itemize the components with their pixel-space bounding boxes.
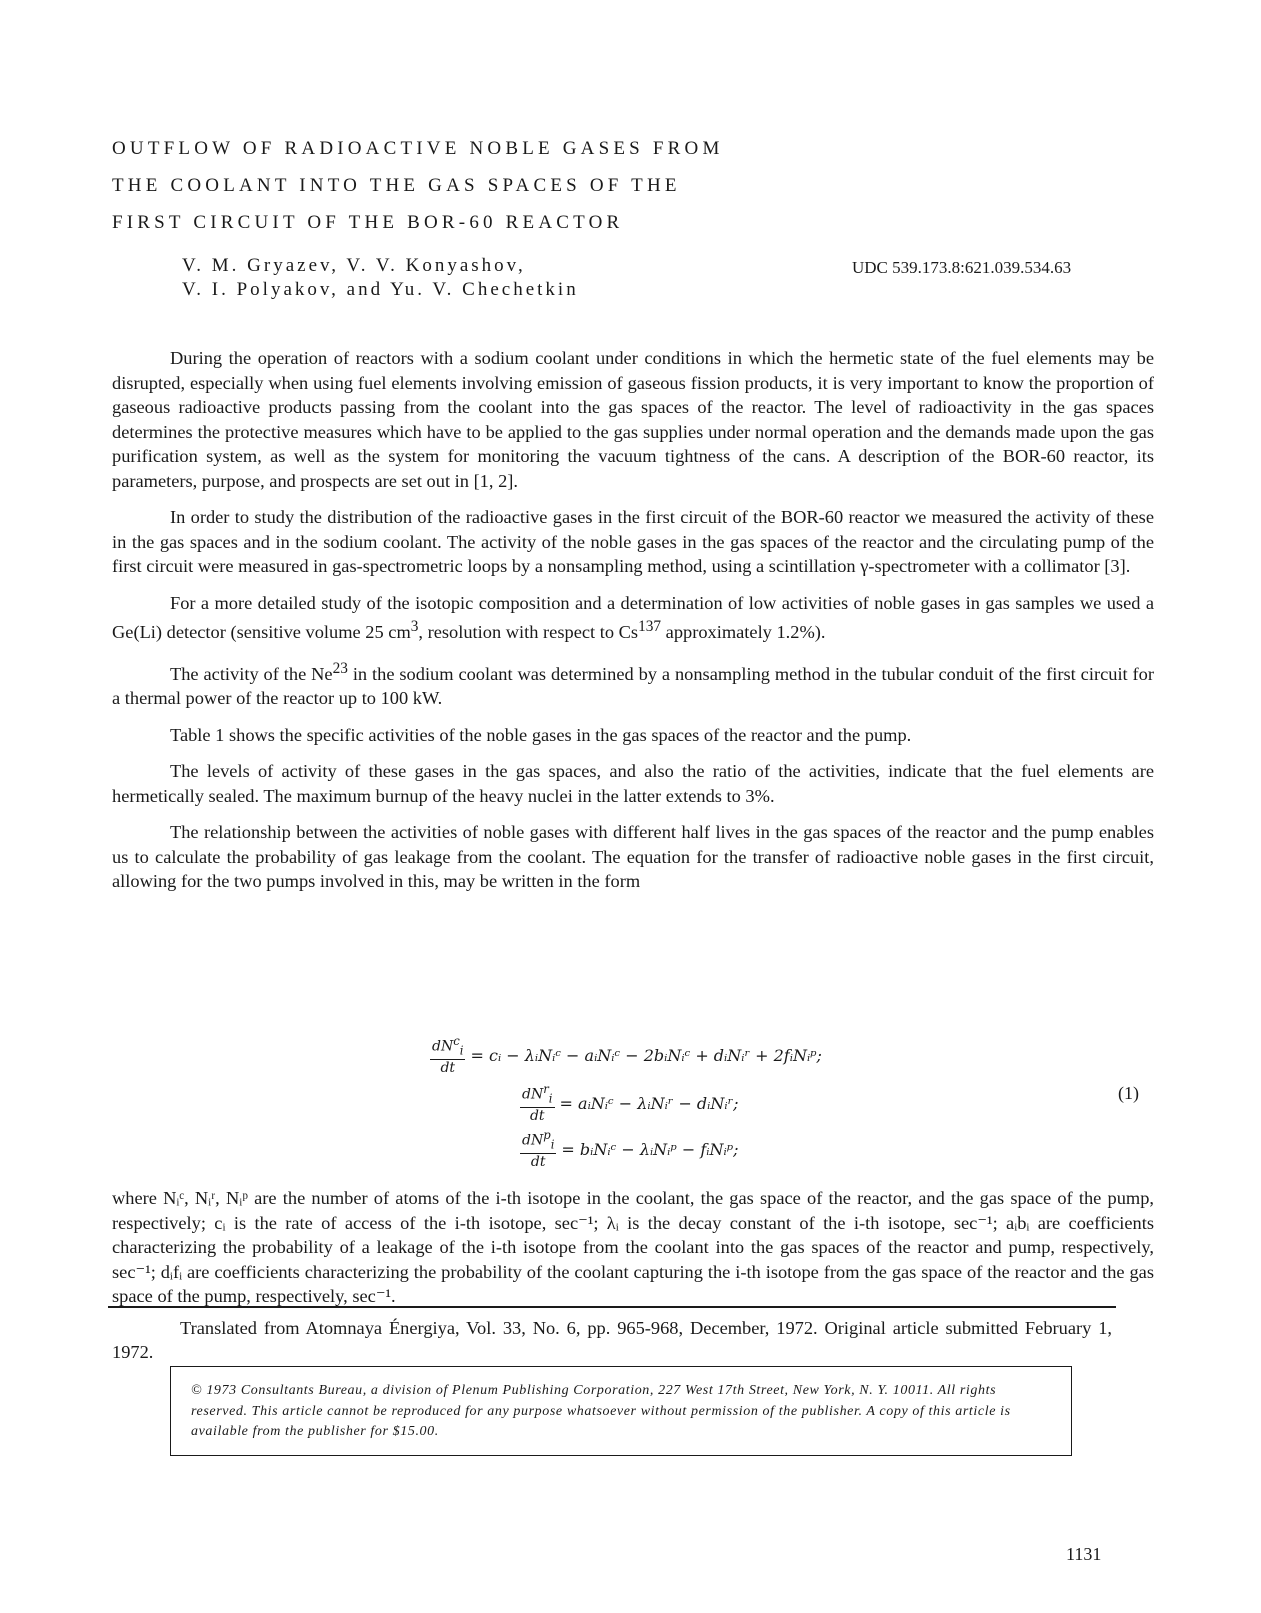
paragraph-3-text-a: For a more detailed study of the isotopic composition and a determination of low activities of noble gases in gas samples we used a Ge(Li) detector (sensitive volume 25 cm [112, 592, 1154, 643]
superscript-cs137: 137 [638, 618, 662, 635]
equation-pump-gas-rhs: = bᵢNᵢᶜ − λᵢNᵢᵖ − fᵢNᵢᵖ; [561, 1139, 739, 1159]
equation-reactor-gas-rhs: = aᵢNᵢᶜ − λᵢNᵢʳ − dᵢNᵢʳ; [559, 1093, 739, 1113]
equation-reactor-gas [520, 1081, 739, 1125]
title-line-3: FIRST CIRCUIT OF THE BOR-60 REACTOR [112, 212, 624, 233]
fraction-dnc-dt: $\frac{dN^c_i}{dt}$ [432, 1034, 464, 1077]
paragraph-3-text-c: approximately 1.2%). [661, 622, 826, 643]
translation-note: Translated from Atomnaya Énergiya, Vol. 33, No. 6, pp. 965-968, December, 1972. Original article submitted February 1, 1972. [112, 1318, 1112, 1362]
footnote-divider [108, 1306, 1116, 1308]
paragraph-4-text-b: in the sodium coolant was determined by a nonsampling method in the tubular conduit of the first circuit for a thermal power of the reactor up to 100 kW. [112, 663, 1155, 709]
paragraph-3 [112, 591, 1154, 645]
title-line-1: OUTFLOW OF RADIOACTIVE NOBLE GASES FROM [112, 138, 724, 159]
paragraph-4 [112, 657, 1154, 711]
equation-system-1 [430, 1033, 1150, 1173]
title-line-2: THE COOLANT INTO THE GAS SPACES OF THE [112, 175, 681, 196]
equation-pump-gas [520, 1127, 739, 1171]
page-number: 1131 [1066, 1544, 1102, 1564]
fraction-dnp-dt: $\frac{dN^p_i}{dt}$ [522, 1128, 555, 1171]
paragraph-2-text-b: -spectrometer with a collimator [3]. [868, 556, 1131, 576]
paragraph-2 [112, 505, 1154, 579]
paragraph-2-text-a: In order to study the distribution of the radioactive gases in the first circuit of the BOR-60 reactor we measured the activity of these in the gas spaces and in the sodium coolant. The activity of the noble gases in the gas spaces of the reactor and the circulating pump of the first circuit were measured in gas-spectrometric loops by a nonsampling method, using a scintillation [112, 507, 1154, 576]
paragraph-5: Table 1 shows the specific activities of the noble gases in the gas spaces of the reactor and the pump. [170, 724, 912, 745]
paragraph-4-text-a: The activity of the Ne [170, 663, 333, 684]
superscript-cm3: 3 [410, 618, 419, 635]
fraction-dnr-dt: $\frac{dN^r_i}{dt}$ [522, 1082, 553, 1125]
article-body [112, 346, 1154, 894]
equation-number: (1) [1118, 1083, 1139, 1103]
copyright-box [170, 1366, 1072, 1456]
paragraph-7: The relationship between the activities of noble gases with different half lives in the gas spaces of the reactor and the pump enables us to calculate the probability of gas leakage from the coolant. The equation for the transfer of radioactive noble gases in the first circuit, allowing for the two pumps involved in this, may be written in the form [112, 822, 1154, 892]
superscript-ne23: 23 [332, 659, 348, 677]
paragraph-6: The levels of activity of these gases in the gas spaces, and also the ratio of the activities, indicate that the fuel elements are hermetically sealed. The maximum burnup of the heavy nuclei in the latter extends to 3%. [112, 761, 1154, 806]
equation-coolant [430, 1033, 822, 1077]
paragraph-1: During the operation of reactors with a sodium coolant under conditions in which the hermetic state of the fuel elements may be disrupted, especially when using fuel elements involving emission of gaseous fission products, it is very important to know the proportion of gaseous radioactive products passing from the coolant into the gas spaces of the reactor. The level of radioactivity in the gas spaces determines the protective measures which have to be applied to the gas supplies under normal operation and the demands made upon the gas purification system, as well as the system for monitoring the vacuum tightness of the cans. A description of the BOR-60 reactor, its parameters, purpose, and prospects are set out in [1, 2]. [112, 348, 1154, 491]
author-line-2: V. I. Polyakov, and Yu. V. Chechetkin [182, 279, 579, 300]
paragraph-3-text-b: , resolution with respect to Cs [418, 622, 639, 643]
variable-definitions: where Nᵢᶜ, Nᵢʳ, Nᵢᵖ are the number of atoms of the i-th isotope in the coolant, the gas space of the reactor, and the gas space of the pump, respectively; cᵢ is the rate of access of the i-th isotope, sec⁻¹; λᵢ is the decay constant of the i-th isotope, sec⁻¹; aᵢbᵢ are coefficients characterizing the probability of a leakage of the i-th isotope from the coolant into the gas spaces of the reactor and pump, respectively, sec⁻¹; dᵢfᵢ are coefficients characterizing the probability of the coolant capturing the i-th isotope from the gas space of the reactor and the gas space of the pump, respectively, sec⁻¹. [112, 1188, 1154, 1306]
udc-code: UDC 539.173.8:621.039.534.63 [852, 258, 1072, 277]
equation-coolant-rhs: = cᵢ − λᵢNᵢᶜ − aᵢNᵢᶜ − 2bᵢNᵢᶜ + dᵢNᵢʳ + 2fᵢNᵢᵖ; [470, 1045, 822, 1065]
author-line-1: V. M. Gryazev, V. V. Konyashov, [182, 255, 526, 276]
copyright-text: © 1973 Consultants Bureau, a division of Plenum Publishing Corporation, 227 West 17th Street, New York, N. Y. 10011. All rights reserved. This article cannot be reproduced for any purpose whatsoever without permission of the publisher. A copy of this article is available from the publisher for $15.00. [191, 1383, 1011, 1439]
gamma-symbol: γ [860, 556, 869, 576]
article-title [112, 130, 872, 241]
author-list [182, 254, 579, 302]
